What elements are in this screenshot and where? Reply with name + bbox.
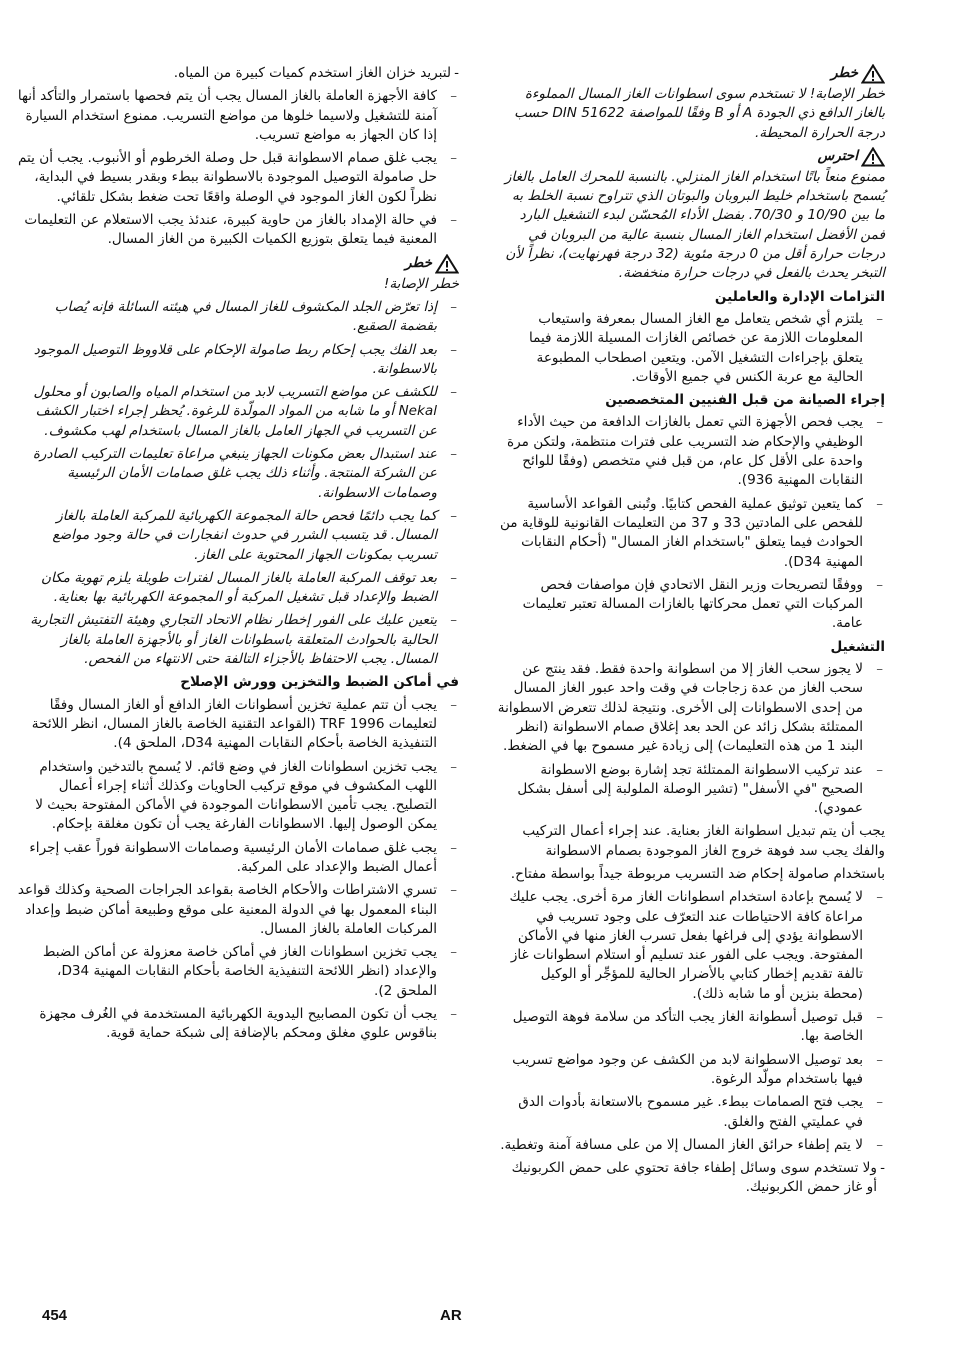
list-item: – يجب غلق صمامات الأمان الرئيسية وصمامات الاسطوانة فوراً عقب إجراء أعمال الضبط والإعداد على المركبة.	[16, 839, 459, 878]
page-number: 454	[42, 1307, 68, 1324]
left-column	[16, 64, 459, 1048]
section-heading-admin: التزامات الإدارة والعاملين	[714, 288, 885, 305]
list-item: – يتعين عليك على الفور إخطار نظام الاتحاد التجاري وهيئة التفتيش التجارية الحالية بالحوادث المتعلقة باسطوانات الغاز أو بالأجهزة العاملة بالغاز المسال. يجب الاحتفاظ بالأجزاء التالفة حتى الانتهاء من الفحص.	[16, 611, 459, 669]
maintenance-list	[497, 413, 885, 633]
list-item: – يجب أن تكون المصابيح اليدوية الكهربائية المستخدمة في الغُرف مجهزة بناقوس علوي مغلق ومحكم بالإضافة إلى شبكة حماية قوية.	[16, 1005, 459, 1044]
list-item: – يجب فتح الصمامات ببطء. غير مسموح بالاستعانة بأدوات الدق في عمليتي الفتح والغلق.	[497, 1093, 885, 1132]
list-item: – يجب فحص الأجهزة التي تعمل بالغازات الدافعة من حيث الأداء الوظيفي والإحكام ضد التسريب على فترات منتظمة، ولتكن مرة واحدة على الأقل كل عام، من قبل فني متخصص (وفقًا للوائح النقابات المهنية 936).	[497, 413, 885, 490]
list-item: – يجب تخزين اسطوانات الغاز في أماكن خاصة معزولة عن أماكن الضبط والإعداد (انظر اللائحة التنفيذية الخاصة بأحكام النقابات المهنية D34، الملحق 2).	[16, 943, 459, 1001]
warning-caution-heading	[497, 147, 885, 167]
list-item: – كما يجب دائمًا فحص حالة المجموعة الكهربائية للمركبة العاملة بالغاز المسال. قد يتسبب الشرر في حدوث انفجارات في حالة وجود مواضع تسريب بمكونات الجهاز المحتوية على الغاز.	[16, 507, 459, 565]
caution-text: ممنوع منعاً باتًا استخدام الغاز المنزلي. بالنسبة للمحرك العامل بالغاز يُسمح باستخدام خليط البروبان والبوتان الذي تتراوح نسبة الخلط به ما بين 10/90 و 70/30. بفضل الأداء المُحسّن لبدء التشغيل البارد فمن الأفضل استخدام الغاز المسال بنسبة عالية من البروبان في درجات حرارة أقل من 0 درجة مئوية (32 درجة فهرنهايت)، نظراً لأن التبخر يحدث بالفعل في درجات حرارة منخفضة.	[504, 168, 885, 282]
operation-paragraph: باستخدام صامولة إحكام ضد التسريب مربوطة جيداً بواسطة مفتاح.	[510, 865, 885, 882]
language-code: AR	[440, 1307, 462, 1324]
list-item: – للكشف عن مواضع التسريب لابد من استخدام المياه والصابون أو محلول Nekal أو ما شابه من المواد المولّدة للرغوة. يُحظر إجراء اختبار الكشف عن التسريب في الجهاز العامل بالغاز المسال باستخدام لهب مكشوف.	[16, 383, 459, 441]
warning-danger-heading-1	[497, 64, 885, 84]
list-item: – يلتزم أي شخص يتعامل مع الغاز المسال بمعرفة واستيعاب المعلومات اللازمة عن خصائص الغازات المسيلة اللازمة فيما يتعلق بإجراءات التشغيل الآمن. ويتعين اصطحاب المطبوعة الحالية مع عربة الكنس في جميع الأوقات.	[497, 310, 885, 387]
list-item: – لا يُسمح بإعادة استخدام اسطوانات الغاز مرة أخرى. يجب عليك مراعاة كافة الاحتياطات عند التعرّف على وجود تسريب في الاسطوانة يؤدي إلى فراغها بفعل تسرب الغاز منها في الأماكن المفتوحة. ويجب على الفور عند تسليم أو استلام اسطوانات غاز تالفة تقديم إخطار كتابي بالأضرار الحالية للمؤجِّر أو الوكيل (محطة بنزين أو ما شابه ذلك).	[497, 888, 885, 1004]
section-heading-operation: التشغيل	[830, 638, 885, 655]
section-heading-storage: في أماكن الضبط والتخزين وورش الإصلاح	[180, 674, 459, 691]
list-item: – بعد توصيل الاسطوانة لابد من الكشف عن وجود مواضع تسريب فيها باستخدام مولّد الرغوة.	[497, 1051, 885, 1090]
list-item: – تسري الاشتراطات والأحكام الخاصة بقواعد الجراجات الصحية وكذلك قواعد البناء المعمول بها في الدولة المعنية على موقع وطبيعة أماكن ضبط وإعداد المركبات العاملة بالغاز المسال.	[16, 881, 459, 939]
admin-list	[497, 310, 885, 387]
caution-title: احترس	[817, 148, 858, 165]
list-item: – يجب غلق صمام الاسطوانة قبل حل وصلة الخرطوم أو الأنبوب. يجب أن يتم حل صامولة التوصيل الموجودة بالاسطوانة ببطء وبقدر بسيط في البداية، نظراً لكون الغاز الموجود في الوصلة واقعًا تحت ضغط بشكل تلقائي.	[16, 149, 459, 207]
list-item: – يجب تخزين اسطوانات الغاز في وضع قائم. لا يُسمح بالتدخين واستخدام اللهب المكشوف في موقع تركيب الحاويات وكذلك أثناء إجراء أعمال التصليح. يجب تأمين الاسطوانات الموجودة في الأماكن المفتوحة بحيث لا يمكن الوصول إليها. الاسطوانات الفارغة يجب أن تكون مغلقة بإحكام.	[16, 758, 459, 835]
list-item: – قبل توصيل أسطوانة الغاز يجب التأكد من سلامة فوهة التوصيل الخاصة بها.	[497, 1008, 885, 1047]
storage-list	[16, 696, 459, 1044]
operation-list-2	[497, 888, 885, 1155]
list-item: – كافة الأجهزة العاملة بالغاز المسال يجب أن يتم فحصها باستمرار والتأكد أنها آمنة للتشغيل ولاسيما خلوها من مواضع التسريب. ممنوع استخدام السيارة إذا كان الجهاز به مواضع تسريب.	[16, 87, 459, 145]
danger-list	[16, 298, 459, 669]
right-column	[497, 64, 885, 1202]
list-item: – عند استبدال بعض مكونات الجهاز ينبغي مراعاة تعليمات التركيب الصادرة عن الشركة المنتجة. وأثناء ذلك يجب غلق صمامات الأمان الرئيسية وصمامات الاسطوانة.	[16, 445, 459, 503]
final-dash-item: - ولا تستخدم سوى وسائل إطفاء جافة تحتوي على حمض الكربونيك أو غاز حمض الكربونيك.	[497, 1159, 885, 1198]
warning-triangle-icon	[861, 64, 885, 84]
operation-list	[497, 660, 885, 818]
list-item: – يجب أن تتم عملية تخزين أسطوانات الغاز الدافع أو الغاز المسال وفقًا لتعليمات TRF 1996 (القواعد التقنية الخاصة بالغاز المسال، انظر اللائحة التنفيذية الخاصة بأحكام النقابات المهنية D34، الملحق 4).	[16, 696, 459, 754]
warning-title: خطر	[830, 65, 858, 82]
warning-text: خطر الإصابة!	[383, 275, 459, 292]
list-item: – لا يتم إطفاء حرائق الغاز المسال إلا من على مسافة آمنة وتغطية.	[497, 1136, 885, 1155]
list-item: – بعد الفك يجب إحكام ربط صامولة الإحكام على قلاووظ التوصيل الموجود بالاسطوانة.	[16, 341, 459, 380]
list-item: – بعد توقف المركبة العاملة بالغاز المسال لفترات طويلة يلزم تهوية مكان الضبط والإعداد قبل تشغيل المركبة أو المجموعة الكهربائية بها بعناية.	[16, 569, 459, 608]
list-item: – ووفقًا لتصريحات وزير النقل الاتحادي فإن مواصفات فحص المركبات التي تعمل محركاتها بالغازات المسالة تعتبر تعليمات عامة.	[497, 576, 885, 634]
list-item: – في حالة الإمداد بالغاز من حاوية كبيرة، عندئذ يجب الاستعلام عن التعليمات المعنية فيما يتعلق بتوزيع الكميات الكبيرة من الغاز المسال.	[16, 211, 459, 250]
safety-list	[16, 87, 459, 249]
warning-title: خطر	[404, 255, 432, 272]
section-heading-maintenance: إجراء الصيانة من قبل الفنيين المتخصصين	[605, 392, 885, 409]
warning-text: خطر الإصابة! لا تستخدم سوى اسطوانات الغاز المسال المملوءة بالغاز الدافع ذي الجودة A أو B وفقًا للمواصفة DIN 51622 حسب درجة الحرارة المحيطة.	[514, 86, 885, 141]
warning-triangle-icon	[435, 254, 459, 274]
warning-danger-heading-2	[16, 254, 459, 274]
list-item: – إذا تعرّض الجلد المكشوف للغاز المسال في هيئته السائلة فإنه يُصاب بقضمة الصقيع.	[16, 298, 459, 337]
list-item: – عند تركيب الاسطوانة الممتلئة تجد إشارة بوضع الاسطوانة الصحيح "في الأسفل" (تشير الوصلة الملولبة إلى أسفل بشكل عمودي).	[497, 761, 885, 819]
list-item: – كما يتعين توثيق عملية الفحص كتابيًا. وتُبنى القواعد الأساسية للفحص على المادتين 33 و 37 من التعليمات القانونية للوقاية من الحوادث فيما يتعلق "باستخدام الغاز المسال" (أحكام النقابات المهنية D34).	[497, 495, 885, 572]
dash-item: - لتبريد خزان الغاز استخدم كميات كبيرة من المياه.	[16, 64, 459, 83]
operation-paragraph: يجب أن يتم تبديل اسطوانة الغاز بعناية. عند إجراء أعمال التركيب والفك يجب سد فوهة خروج الغاز الموجودة بصمام الاسطوانة	[522, 823, 885, 859]
warning-triangle-icon	[861, 147, 885, 167]
list-item: – لا يجوز سحب الغاز إلا من اسطوانة واحدة فقط. فقد ينتج عن سحب الغاز من عدة زجاجات في وقت واحد عبور الغاز المسال من إحدى الاسطوانات إلى الأخرى. ونتيجة لذلك تتعرض الاسطوانة الممتلئة بشكل زائد عن الحد بعد إغلاق صمام الاسطوانة (انظر البند 1 من هذه التعليمات) إلى زيادة غير مسموح بها في الضغط.	[497, 660, 885, 756]
